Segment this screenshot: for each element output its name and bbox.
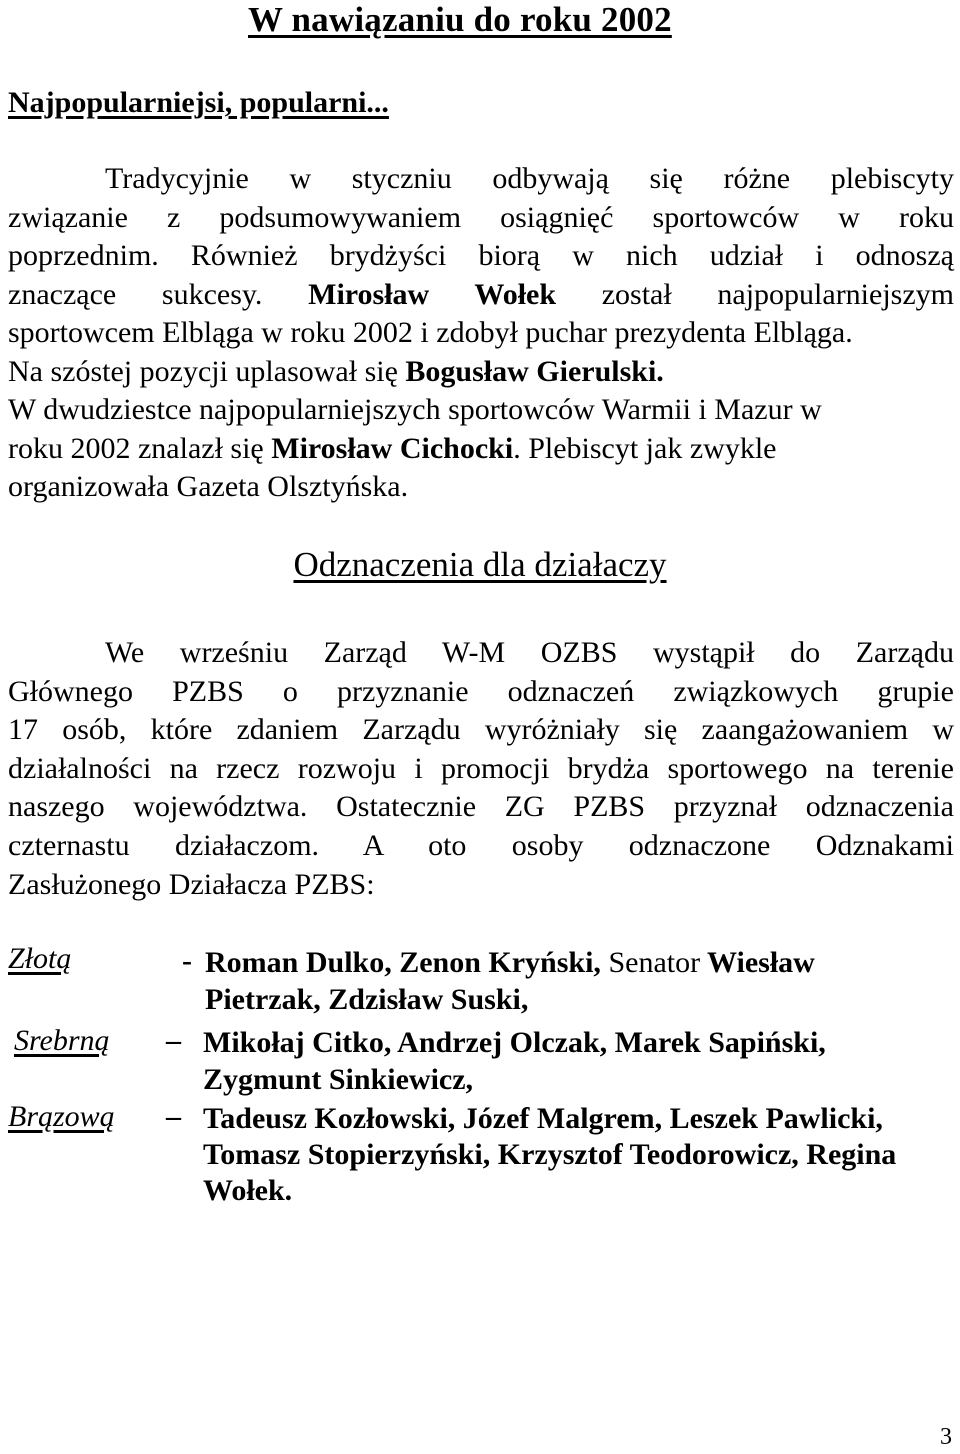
award-label-bronze: Brązową <box>8 1100 115 1133</box>
award-dash-silver: – <box>166 1024 181 1057</box>
recipients-line: Tadeusz Kozłowski, Józef Malgrem, Leszek Pawlicki, <box>203 1102 883 1135</box>
paragraph-line: 17 osób, które zdaniem Zarządu wyróżniały się zaangażowaniem w <box>8 713 954 747</box>
person-name: Mirosław Wołek <box>308 277 557 311</box>
title-text: Senator <box>608 946 701 979</box>
line-text: . Plebiscyt jak zwykle <box>513 431 777 465</box>
page-title: W nawiązaniu do roku 2002 <box>248 0 672 39</box>
recipients-line: Zygmunt Sinkiewicz, <box>203 1063 474 1096</box>
award-recipients-bronze <box>203 1101 953 1209</box>
section-subtitle: Najpopularniejsi, popularni... <box>8 86 389 119</box>
recipients-text: Wiesław <box>707 946 815 979</box>
award-label-gold: Złotą <box>8 942 72 975</box>
paragraph-line <box>8 276 954 315</box>
person-name: Mirosław Cichocki <box>271 431 514 465</box>
award-recipients-gold <box>205 944 955 1018</box>
recipients-line: Tomasz Stopierzyński, Krzysztof Teodorowicz, Regina <box>203 1138 897 1171</box>
award-dash-bronze: – <box>166 1100 181 1133</box>
paragraph-line: We wrześniu Zarząd W-M OZBS wystąpił do Zarządu <box>105 636 954 669</box>
paragraph-line: organizowała Gazeta Olsztyńska. <box>8 470 409 503</box>
section-heading: Odznaczenia dla działaczy <box>293 545 667 584</box>
recipients-line: Wołek. <box>203 1174 293 1207</box>
award-label-silver: Srebrną <box>14 1024 110 1057</box>
recipients-line: Mikołaj Citko, Andrzej Olczak, Marek Sapiński, <box>203 1026 826 1059</box>
paragraph-line: czternastu działaczom. A oto osoby odznaczone Odznakami <box>8 828 954 862</box>
award-recipients-silver <box>203 1024 953 1098</box>
paragraph-line: naszego województwa. Ostatecznie ZG PZBS przyznał odznaczenia <box>8 790 954 824</box>
recipients-line <box>205 944 955 981</box>
paragraph-line: Tradycyjnie w styczniu odbywają się różne plebiscyty <box>105 162 954 195</box>
recipients-text: Roman Dulko, Zenon Kryński, <box>205 946 601 979</box>
paragraph-line: sportowcem Elbląga w roku 2002 i zdobył puchar prezydenta Elbląga. <box>8 316 853 349</box>
line-text: został najpopularniejszym <box>601 277 954 311</box>
paragraph-plebiscyty <box>8 160 954 507</box>
line-text: Na szóstej pozycji uplasował się <box>8 354 398 388</box>
paragraph-line <box>8 430 954 469</box>
paragraph-odznaczenia <box>8 634 954 904</box>
paragraph-line: W dwudziestce najpopularniejszych sportowców Warmii i Mazur w <box>8 393 822 426</box>
award-dash-gold: - <box>182 944 192 977</box>
page-number: 3 <box>940 1424 952 1450</box>
line-text: znaczące sukcesy. <box>8 277 263 311</box>
paragraph-line: związanie z podsumowywaniem osiągnięć sportowców w roku <box>8 200 954 234</box>
paragraph-line: poprzednim. Również brydżyści biorą w nich udział i odnoszą <box>8 239 954 272</box>
paragraph-line: Głównego PZBS o przyznanie odznaczeń związkowych grupie <box>8 674 954 708</box>
paragraph-line: Zasłużonego Działacza PZBS: <box>8 867 375 901</box>
paragraph-line: działalności na rzecz rozwoju i promocji brydża sportowego na terenie <box>8 751 954 785</box>
recipients-line: Pietrzak, Zdzisław Suski, <box>205 983 529 1016</box>
line-text: roku 2002 znalazł się <box>8 431 264 465</box>
person-name: Bogusław Gierulski. <box>405 354 664 388</box>
paragraph-line <box>8 353 954 392</box>
